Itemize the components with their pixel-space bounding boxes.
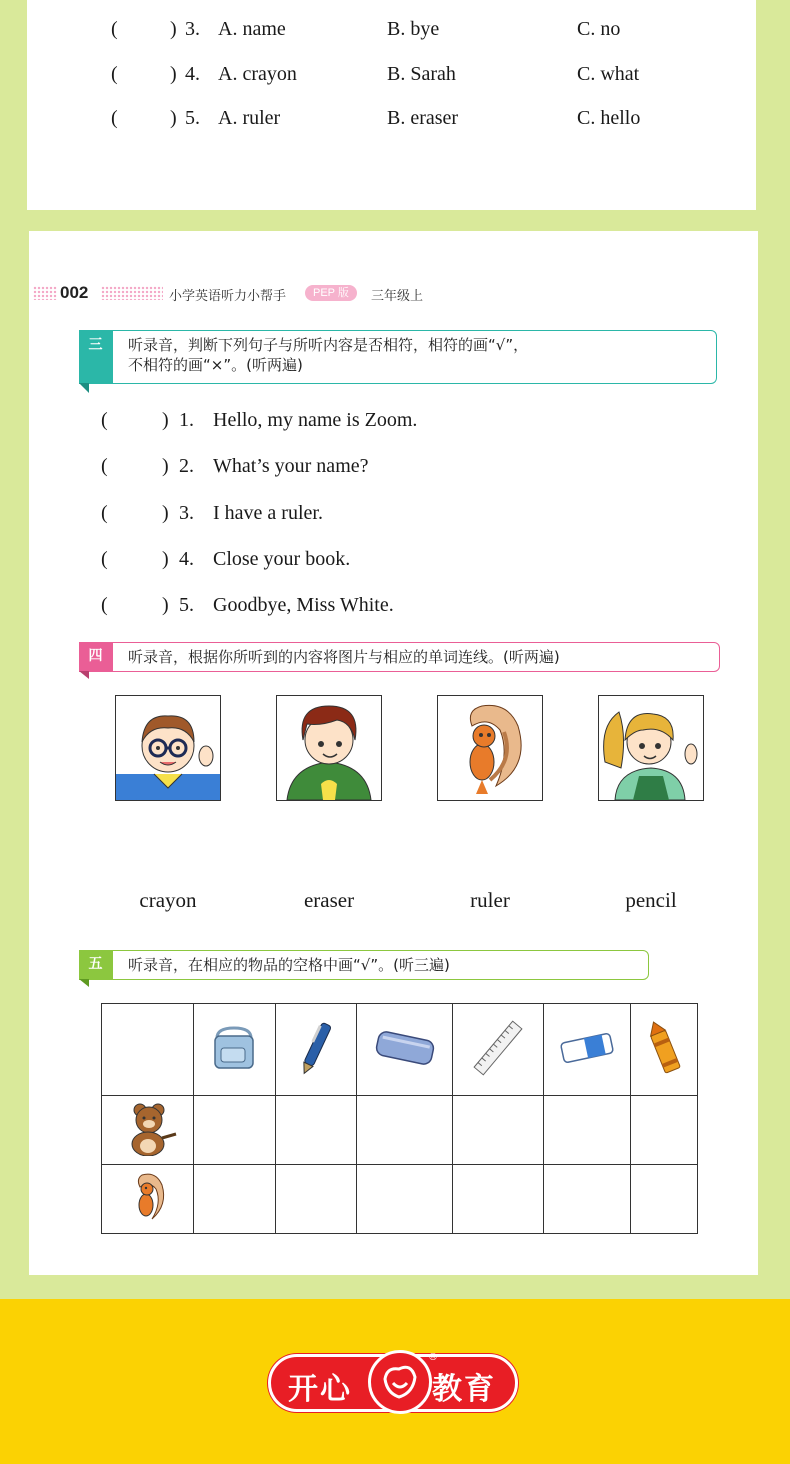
answer-paren-right: ) bbox=[170, 18, 177, 40]
answer-paren-right: ) bbox=[162, 594, 169, 616]
section-number-badge: 五 bbox=[79, 950, 113, 980]
pencil-box-icon bbox=[357, 1004, 453, 1096]
answer-paren-left[interactable]: ( bbox=[101, 548, 108, 570]
answer-cell[interactable] bbox=[275, 1165, 357, 1234]
item-check-table bbox=[101, 1003, 698, 1234]
question-number: 2. bbox=[179, 455, 194, 477]
option-b: B. Sarah bbox=[387, 63, 456, 85]
option-c: C. no bbox=[577, 18, 621, 40]
option-a: A. crayon bbox=[218, 63, 297, 85]
crayon-icon bbox=[631, 1004, 698, 1096]
instruction-line: 不相符的画“×”。(听两遍) bbox=[128, 356, 303, 374]
book-title: 小学英语听力小帮手 bbox=[169, 288, 287, 303]
answer-cell[interactable] bbox=[631, 1096, 698, 1165]
boy-green-hoodie-picture[interactable] bbox=[276, 695, 382, 801]
grade-label: 三年级上 bbox=[371, 288, 424, 303]
table-header-row bbox=[102, 1004, 698, 1096]
question-number: 3. bbox=[179, 502, 194, 524]
answer-cell[interactable] bbox=[275, 1096, 357, 1165]
answer-cell[interactable] bbox=[543, 1165, 630, 1234]
answer-paren-left[interactable]: ( bbox=[101, 502, 108, 524]
answer-paren-right: ) bbox=[162, 548, 169, 570]
question-text: What’s your name? bbox=[213, 455, 369, 477]
answer-paren-right: ) bbox=[170, 107, 177, 129]
section-5-title bbox=[79, 950, 649, 980]
brand-name-left: 开心 bbox=[288, 1372, 352, 1407]
answer-paren-right: ) bbox=[162, 502, 169, 524]
page-header bbox=[33, 283, 533, 303]
judgement-question bbox=[29, 548, 758, 578]
answer-cell[interactable] bbox=[357, 1096, 453, 1165]
brand-footer bbox=[0, 1299, 790, 1464]
table-row bbox=[102, 1165, 698, 1234]
answer-paren-left: ( bbox=[111, 107, 118, 129]
question-text: I have a ruler. bbox=[213, 502, 323, 524]
brand-logo bbox=[268, 1354, 520, 1414]
answer-paren-left[interactable]: ( bbox=[101, 409, 108, 431]
option-b: B. bye bbox=[387, 18, 440, 40]
section-instruction bbox=[128, 335, 528, 375]
answer-paren-right: ) bbox=[162, 455, 169, 477]
squirrel-icon bbox=[102, 1165, 194, 1234]
section-4-title bbox=[79, 642, 720, 672]
instruction-line: 听录音，判断下列句子与所听内容是否相符，相符的画“√”， bbox=[128, 336, 529, 354]
question-text: Close your book. bbox=[213, 548, 351, 570]
option-c: C. what bbox=[577, 63, 640, 85]
brand-name-right: 教育 bbox=[432, 1372, 496, 1407]
bear-icon bbox=[102, 1096, 194, 1165]
question-text: Hello, my name is Zoom. bbox=[213, 409, 418, 431]
question-row bbox=[27, 107, 756, 137]
answer-paren-left[interactable]: ( bbox=[101, 594, 108, 616]
judgement-question bbox=[29, 502, 758, 532]
table-corner-cell bbox=[102, 1004, 194, 1096]
answer-cell[interactable] bbox=[453, 1165, 543, 1234]
question-text: Goodbye, Miss White. bbox=[213, 594, 394, 616]
judgement-question bbox=[29, 455, 758, 485]
edition-badge: PEP 版 bbox=[305, 285, 357, 301]
answer-cell[interactable] bbox=[194, 1165, 276, 1234]
word-label[interactable]: pencil bbox=[625, 888, 677, 912]
word-label[interactable]: eraser bbox=[303, 888, 355, 912]
answer-cell[interactable] bbox=[357, 1165, 453, 1234]
answer-cell[interactable] bbox=[543, 1096, 630, 1165]
page-number: 002 bbox=[60, 283, 89, 302]
word-label[interactable]: crayon bbox=[139, 888, 197, 912]
ruler-icon bbox=[453, 1004, 543, 1096]
badge-tail bbox=[79, 979, 89, 987]
decorative-dots bbox=[33, 286, 57, 300]
option-c: C. hello bbox=[577, 107, 641, 129]
question-number: 5. bbox=[179, 594, 194, 616]
squirrel-picture[interactable] bbox=[437, 695, 543, 801]
answer-paren-left[interactable]: ( bbox=[101, 455, 108, 477]
judgement-question bbox=[29, 409, 758, 439]
table-row bbox=[102, 1096, 698, 1165]
question-number: 3. bbox=[185, 18, 200, 40]
question-number: 4. bbox=[185, 63, 200, 85]
option-b: B. eraser bbox=[387, 107, 459, 129]
section-3-title bbox=[79, 330, 717, 384]
smile-logo-icon bbox=[368, 1350, 432, 1414]
badge-tail bbox=[79, 671, 89, 679]
girl-ponytail-picture[interactable] bbox=[598, 695, 704, 801]
answer-paren-left: ( bbox=[111, 18, 118, 40]
answer-paren-left: ( bbox=[111, 63, 118, 85]
worksheet-page bbox=[29, 231, 758, 1275]
section-number-badge: 三 bbox=[79, 330, 113, 384]
answer-paren-right: ) bbox=[170, 63, 177, 85]
section-instruction: 听录音，在相应的物品的空格中画“√”。(听三遍) bbox=[128, 956, 450, 974]
answer-paren-right: ) bbox=[162, 409, 169, 431]
question-row bbox=[27, 63, 756, 93]
answer-cell[interactable] bbox=[194, 1096, 276, 1165]
answer-cell[interactable] bbox=[453, 1096, 543, 1165]
registered-mark: ® bbox=[428, 1352, 438, 1363]
judgement-question bbox=[29, 594, 758, 624]
badge-tail bbox=[79, 383, 89, 393]
question-row bbox=[27, 18, 756, 48]
word-label[interactable]: ruler bbox=[470, 888, 510, 912]
decorative-dots bbox=[101, 286, 163, 300]
section-instruction: 听录音，根据你所听到的内容将图片与相应的单词连线。(听两遍) bbox=[128, 648, 560, 666]
option-a: A. name bbox=[218, 18, 286, 40]
question-number: 1. bbox=[179, 409, 194, 431]
question-number: 4. bbox=[179, 548, 194, 570]
pen-icon bbox=[275, 1004, 357, 1096]
previous-page-fragment bbox=[27, 0, 756, 210]
section-number-badge: 四 bbox=[79, 642, 113, 672]
question-number: 5. bbox=[185, 107, 200, 129]
eraser-icon bbox=[543, 1004, 630, 1096]
bag-icon bbox=[194, 1004, 276, 1096]
boy-with-glasses-picture[interactable] bbox=[115, 695, 221, 801]
answer-cell[interactable] bbox=[631, 1165, 698, 1234]
option-a: A. ruler bbox=[218, 107, 281, 129]
